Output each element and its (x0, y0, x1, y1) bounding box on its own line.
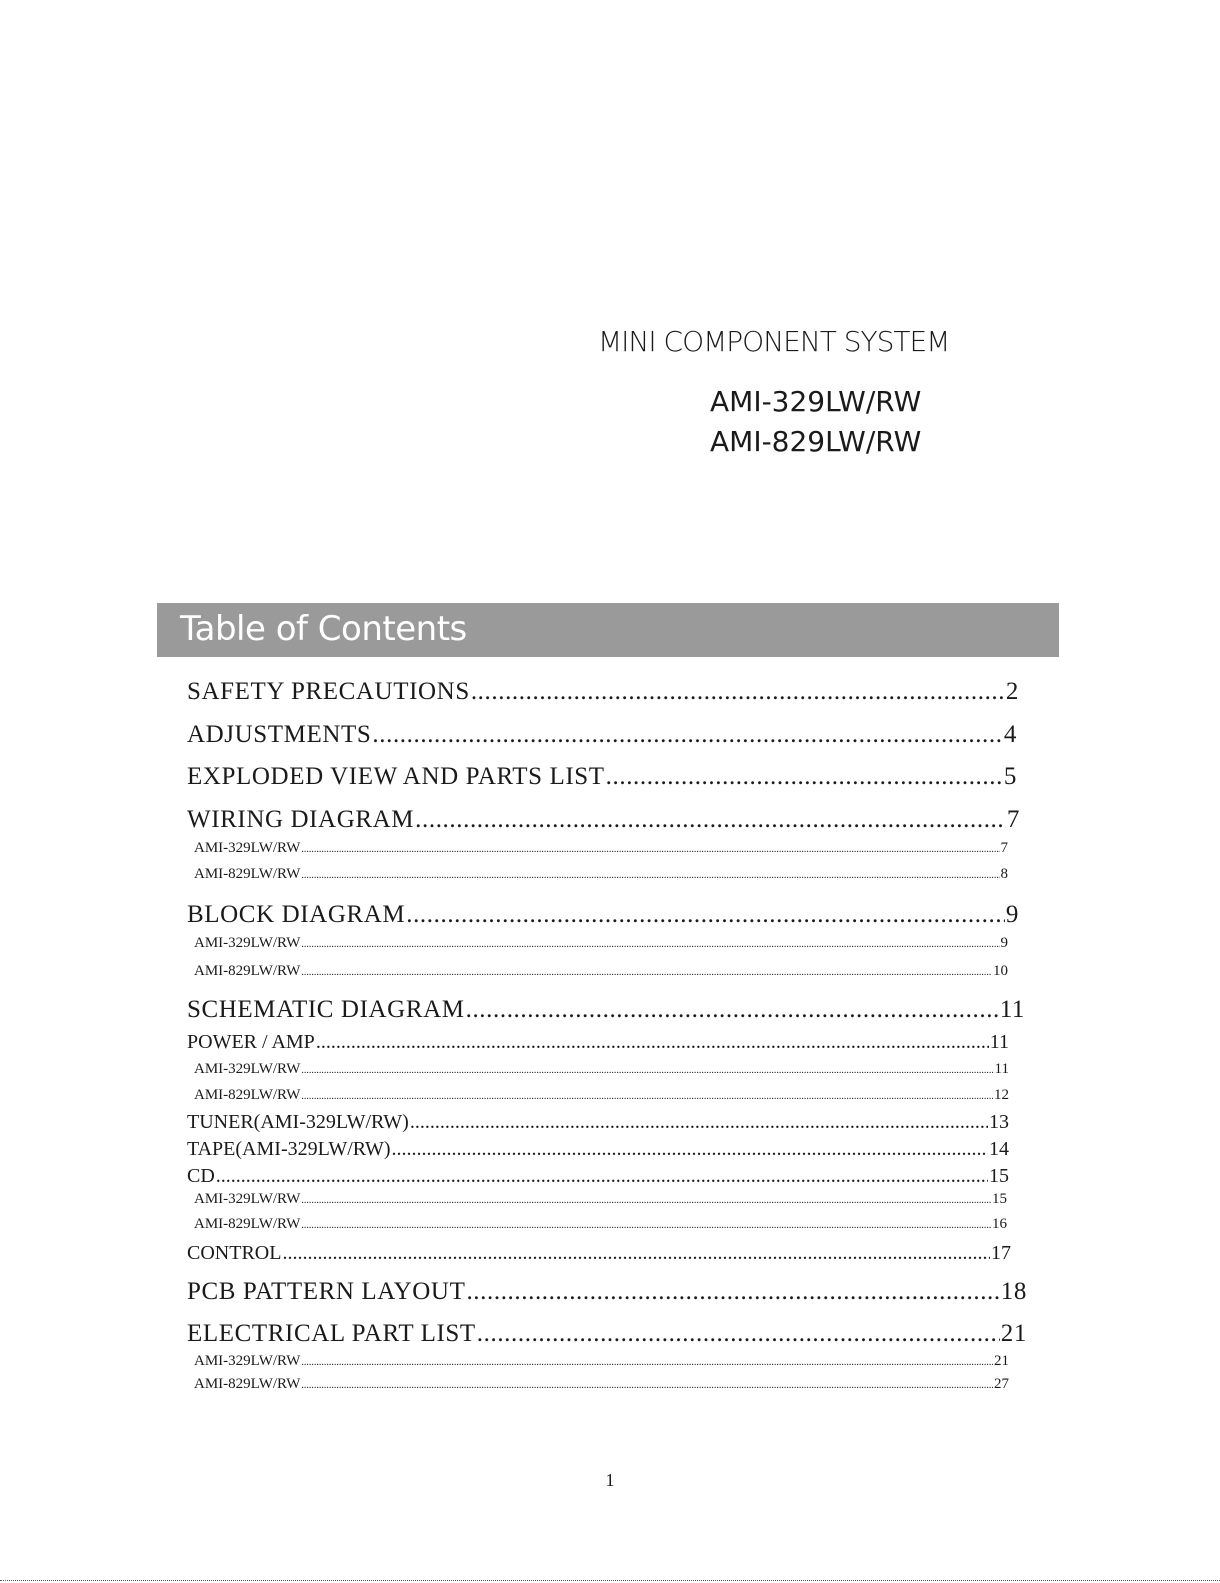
toc-leader-dots (477, 1320, 1000, 1348)
toc-entry[interactable] (187, 721, 1017, 755)
toc-subentry[interactable] (194, 1191, 1007, 1211)
toc-entry-label: TAPE(AMI-329LW/RW) (187, 1138, 391, 1160)
toc-leader-dots (282, 1242, 990, 1265)
toc-leader-dots (301, 1065, 993, 1076)
toc-subentry[interactable] (187, 1031, 1009, 1057)
toc-leader-dots (301, 1220, 991, 1231)
toc-entry-page: 4 (1003, 721, 1017, 748)
toc-leader-dots (406, 901, 1005, 929)
toc-entry-label: AMI-829LW/RW (194, 963, 301, 979)
toc-entry-label: AMI-829LW/RW (194, 1216, 301, 1232)
toc-entry-page: 12 (994, 1087, 1009, 1103)
toc-entry[interactable] (187, 678, 1019, 712)
toc-leader-dots (471, 678, 1005, 706)
toc-subentry[interactable] (194, 1216, 1007, 1236)
toc-subentry[interactable] (194, 866, 1008, 886)
toc-entry-page: 14 (989, 1138, 1009, 1160)
toc-subentry[interactable] (194, 1087, 1009, 1107)
toc-leader-dots (410, 1111, 988, 1134)
toc-subentry[interactable] (194, 1376, 1009, 1396)
toc-subentry[interactable] (194, 963, 1008, 983)
toc-leader-dots (301, 939, 999, 950)
toc-entry-label: BLOCK DIAGRAM (187, 901, 406, 928)
toc-entry-label: AMI-329LW/RW (194, 1061, 301, 1077)
bottom-divider (0, 1580, 1220, 1581)
toc-entry-page: 11 (989, 1031, 1009, 1053)
toc-entry-page: 9 (1000, 935, 1008, 951)
toc-entry-label: AMI-829LW/RW (194, 1376, 301, 1392)
toc-subentry[interactable] (187, 1138, 1009, 1164)
toc-entry-label: AMI-829LW/RW (194, 1087, 301, 1103)
toc-entry-page: 16 (992, 1216, 1007, 1232)
system-title: MINI COMPONENT SYSTEM (598, 325, 950, 358)
toc-entry-page: 15 (992, 1191, 1007, 1207)
toc-entry-label: SCHEMATIC DIAGRAM (187, 996, 465, 1023)
toc-subentry[interactable] (194, 1061, 1009, 1081)
toc-entry-label: SAFETY PRECAUTIONS (187, 678, 470, 705)
toc-entry-label: ADJUSTMENTS (187, 721, 372, 748)
toc-entry-page: 17 (991, 1242, 1011, 1264)
toc-leader-dots (301, 1357, 993, 1368)
toc-entry-page: 9 (1005, 901, 1019, 928)
model-name: AMI-829LW/RW (710, 425, 922, 458)
toc-leader-dots (392, 1138, 988, 1161)
toc-leader-dots (372, 721, 1002, 749)
toc-entry-page: 21 (994, 1353, 1009, 1369)
toc-entry-page: 21 (1000, 1320, 1027, 1347)
toc-leader-dots (301, 1380, 993, 1391)
toc-entry[interactable] (187, 1278, 1027, 1312)
toc-entry[interactable] (187, 763, 1017, 797)
toc-entry-label: CONTROL (187, 1242, 282, 1264)
toc-entry-page: 15 (989, 1165, 1009, 1187)
toc-entry-page: 11 (994, 1061, 1009, 1077)
toc-entry-label: AMI-329LW/RW (194, 1353, 301, 1369)
toc-entry-label: TUNER(AMI-329LW/RW) (187, 1111, 409, 1133)
toc-entry-page: 10 (993, 963, 1008, 979)
toc-entry-page: 13 (989, 1111, 1009, 1133)
toc-entry-label: AMI-829LW/RW (194, 866, 301, 882)
toc-entry-label: EXPLODED VIEW AND PARTS LIST (187, 763, 605, 790)
toc-subentry[interactable] (194, 840, 1008, 860)
toc-entry-page: 2 (1005, 678, 1019, 705)
toc-entry[interactable] (187, 996, 1025, 1030)
toc-entry-label: POWER / AMP (187, 1031, 315, 1053)
toc-entry-page: 5 (1003, 763, 1017, 790)
toc-leader-dots (466, 996, 999, 1024)
toc-leader-dots (301, 870, 999, 881)
toc-banner (157, 603, 1059, 657)
toc-title: Table of Contents (180, 609, 467, 649)
toc-leader-dots (301, 1091, 993, 1102)
toc-entry-label: AMI-329LW/RW (194, 840, 301, 856)
toc-leader-dots (606, 763, 1003, 791)
toc-subentry[interactable] (187, 1242, 1011, 1268)
toc-entry[interactable] (187, 806, 1020, 840)
toc-leader-dots (301, 1195, 991, 1206)
toc-entry-label: WIRING DIAGRAM (187, 806, 415, 833)
toc-entry-label: CD (187, 1165, 215, 1187)
toc-subentry[interactable] (194, 935, 1008, 955)
toc-subentry[interactable] (187, 1111, 1009, 1137)
toc-entry-page: 7 (1000, 840, 1008, 856)
toc-entry[interactable] (187, 1320, 1027, 1354)
toc-entry-page: 18 (1000, 1278, 1027, 1305)
toc-subentry[interactable] (187, 1165, 1009, 1191)
toc-entry-label: AMI-329LW/RW (194, 935, 301, 951)
model-name: AMI-329LW/RW (710, 385, 922, 418)
toc-entry[interactable] (187, 901, 1019, 935)
toc-leader-dots (466, 1278, 999, 1306)
toc-entry-page: 11 (999, 996, 1025, 1023)
toc-entry-page: 27 (994, 1376, 1009, 1392)
page-number: 1 (605, 1470, 615, 1490)
toc-leader-dots (415, 806, 1006, 834)
toc-leader-dots (301, 967, 992, 978)
toc-entry-label: ELECTRICAL PART LIST (187, 1320, 476, 1347)
toc-leader-dots (316, 1031, 989, 1054)
toc-entry-label: AMI-329LW/RW (194, 1191, 301, 1207)
toc-leader-dots (216, 1165, 988, 1188)
toc-entry-page: 8 (1000, 866, 1008, 882)
toc-entry-page: 7 (1006, 806, 1020, 833)
toc-leader-dots (301, 844, 999, 855)
toc-subentry[interactable] (194, 1353, 1009, 1373)
toc-entry-label: PCB PATTERN LAYOUT (187, 1278, 466, 1305)
